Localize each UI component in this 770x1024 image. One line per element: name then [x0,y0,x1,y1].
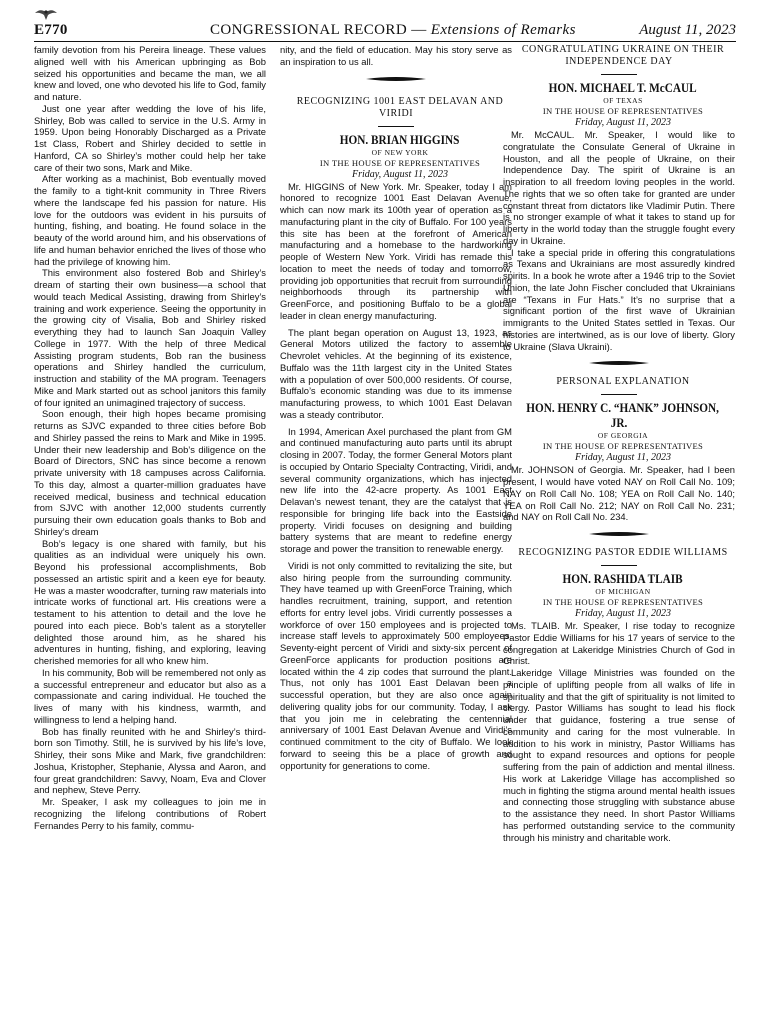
section-title: RECOGNIZING 1001 EAST DELAVAN AND VIRIDI [296,95,504,119]
section-separator-icon [589,360,649,366]
paragraph: Viridi is not only committed to revitalizing the site, but also hiring people from the surrounding community. They have teamed up with GreenForce Training, which handles recruitment, training, support, and retention efforts for entry level jobs. Viridi currently possesses a workforce of over 150 employees and is projected to increase staff levels to approximately 500 employees. Seventy-eight percent of Viridi and sixty-six percent of GreenForce applicants for production positions are located within the 4 zip codes that surround the plant. Thus, not only has 1001 East Delavan been a successful operation, but they are also once again delivering quality jobs for our community. Today, I ask that you join me in celebrating the centennial anniversary of 1001 East Delavan Avenue and Viridi’s continued commitment to the city of Buffalo. We look forward to seeing this be a place of growth and opportunity for generations to come. [280,559,512,771]
section-title: RECOGNIZING PASTOR EDDIE WILLIAMS [518,547,728,558]
paragraph: After working as a machinist, Bob eventually moved the family to a tight-knit community in Three Rivers where the landscape fed his passion for nature. His love for the outdoors was evident in his pursuits of hunting, fishing, and boating. He found solace in the beauty of the world around him, and his observations of life and human behavior enriched the lives of those who had the privilege of knowing him. [34,173,266,267]
eagle-seal-icon [34,7,58,21]
house-line: IN THE HOUSE OF REPRESENTATIVES [542,106,704,116]
paragraph: family devotion from his Pereira lineage. These values aligned well with his American upbringing as Bob seized his opportunities and became the man, we all knew and loved, one who devoted his life to God, family and nature. [34,44,266,102]
running-header [210,22,576,39]
section-name: Extensions of Remarks [430,22,576,38]
paragraph: Mr. McCAUL. Mr. Speaker, I would like to congratulate the Consulate General of Ukraine in Houston, and all the people of Ukraine, on their Independence Day. The spirit of Ukraine is an inspiration to all freedom loving peoples in the world. The rights that we so often take for granted are under constant threat from dictators like Vladimir Putin. There is no stronger example of what it takes to stand up for liberty in the world today than the struggle fought every day in Ukraine. [503,129,735,246]
member-name: HON. BRIAN HIGGINS [339,132,460,147]
paragraph: In 1994, American Axel purchased the plant from GM and continued manufacturing auto parts until its abrupt closing in 2007. Today, the former General Motors plant is occupied by Ontario Specialty Contracting, Viridi, and several community organizations, which has injected new life into the 42-acre property. As 1001 East Delavan’s newest tenant, they are the catalyst that is responsible for bringing life back into the Eastside property. Viridi focuses on designing and building battery systems that are meant to redefine energy storage and power the transition to renewable energy. [280,425,512,554]
member-name: HON. MICHAEL T. McCAUL [548,81,697,95]
remarks-date: Friday, August 11, 2023 [574,608,672,619]
column-3 [503,44,735,843]
member-state: OF MICHIGAN [595,587,651,596]
title-rule [378,126,414,127]
section-title: PERSONAL EXPLANATION [556,376,690,388]
column-1 [34,44,266,831]
house-line: IN THE HOUSE OF REPRESENTATIVES [542,597,704,607]
header-rule [34,41,736,42]
remarks-date: Friday, August 11, 2023 [574,117,672,128]
title-rule [601,394,637,395]
member-state: OF NEW YORK [371,147,429,157]
paragraph: The plant began operation on August 13, 1923, as General Motors utilized the factory to assemble Chevrolet vehicles. At the beginning of its existence, Buffalo was the 11th largest city in the United States with a population of over 500,000 residents. Of course, Buffalo’s economic standing was due to its immense manufacturing prowess, to which 1001 East Delavan was a steady contributor. [280,326,512,420]
remarks-date: Friday, August 11, 2023 [351,168,449,180]
page-number: E770 [34,22,68,38]
title-rule [601,74,637,75]
paragraph: Lakeridge Village Ministries was founded on the principle of uplifting people from all walks of life in spirituality and that the gift of spirituality is not limited to clergy. Pastor Williams has sought to lead his flock under that guidance, fostering a true sense of community and caring for the most vulnerable. In addition to his work in ministry, Pastor Williams has sought to expand resources and options for people suffering from the pain of addiction and mental illness. His work at Lakeridge Village has accomplished so much in fighting the stigma around mental health issues and connecting those struggling with substance abuse to the assistance they need. In short Pastor Williams has performed outstanding service to the community through his ministry and charitable work. [503,667,735,843]
member-state: OF GEORGIA [597,431,649,441]
paragraph: Soon enough, their high hopes became promising returns as SJVC expanded to three cities before Bob and Shirley passed the reins to Mark and Mike in 1995. Under their new leadership and Bob’s diligence on the Board of Directors, SNC has since become a renown private university with 18 campuses across California. To this day, almost a quarter-million graduates have received medical, business and technical education from SJVC with another 12,000 students currently pursuing their own education goals thanks to Bob and Shirley’s dream [34,408,266,537]
paragraph: Bob’s legacy is one shared with family, but his qualities as an individual were uniquely his own. Beyond his professional accomplishments, Bob possessed an artistic spirit and a keen eye for beauty. He was a master woodcrafter, turning raw materials into intricate works of functional art. His creations were a testament to his attention to detail and the love he poured into each piece. Bob’s talent as a storyteller delighted those around him, as he shared his adventures in hunting, fishing, and exploring, leaving cherished memories for all who knew him. [34,537,266,666]
paragraph: Bob has finally reunited with he and Shirley’s third-born son Timothy. Still, he is survived by his life’s love, Shirley, their sons Mike and Mark, five grandchildren: Joshua, Kristopher, Stephanie, Alyssa and Aaron, and four great grandchildren: Savvy, Noam, Eva and Clover and nephew, Steve Perry. [34,725,266,796]
member-name: HON. RASHIDA TLAIB [562,572,683,586]
title-rule [601,565,637,566]
paragraph: Ms. TLAIB. Mr. Speaker, I rise today to recognize Pastor Eddie Williams for his 17 years of service to the congregation at Lakeridge Ministries Church of God in Christ. [503,620,735,667]
paragraph: This environment also fostered Bob and Shirley’s dream of starting their own business—a school that would teach Medical Assisting, drawing from Shirley’s training and work experience. Seeing the opportunity in the growing city of Visalia, Bob and Shirley risked everything they had to launch San Joaquin Valley College in 1977. With the help of three Medical Assisting program students, Bob ran the business operations and Shirley handled the curriculum, instruction and stability of the MA program. Teenagers Mike and Mark started out as school janitors this family of four ignited an unimagined trajectory of success. [34,267,266,408]
remarks-date: Friday, August 11, 2023 [574,452,672,464]
publication-name: CONGRESSIONAL RECORD — [210,22,427,38]
paragraph: Mr. JOHNSON of Georgia. Mr. Speaker, had I been present, I would have voted NAY on Roll Call No. 109; NAY on Roll Call No. 108; YEA on Roll Call No. 140; YEA on Roll Call No. 212; NAY on Roll Call No. 231; and NAY on Roll Call No. 234. [503,464,735,523]
paragraph: nity, and the field of education. May his story serve as an inspiration to us all. [280,44,512,67]
paragraph: Mr. HIGGINS of New York. Mr. Speaker, today I am honored to recognize 1001 East Delavan Avenue, which can now mark its 100th year of operation as a manufacturing plant in the city of Buffalo. For 100 years this site has been at the forefront of American manufacturing and a homebase to the hardworking people of Western New York. Viridi has remade this location to meet the needs of today and tomorrow, providing job opportunities that recruit from surrounding neighborhoods through its partnership with GreenForce, and positioning Buffalo to be a global leader in clean energy manufacturing. [280,180,512,321]
section-separator-icon [589,531,649,537]
section-separator-icon [366,76,426,82]
paragraph: I take a special pride in offering this congratulations as Texans and Ukrainians are most assuredly kindred spirits. In a book he wrote after a 1946 trip to the Soviet Union, the late John Fischer concluded that Ukrainians are “Texans in Fur Hats.” It’s no surprise that a significant portion of the first wave of Ukrainian immigrants to the United States settled in Texas. Our histories are intertwined, as is our love of liberty. Glory to Ukraine (Slava Ukraini). [503,246,735,352]
house-line: IN THE HOUSE OF REPRESENTATIVES [319,157,481,168]
section-title: CONGRATULATING UKRAINE ON THEIR INDEPENDENCE DAY [521,44,725,67]
paragraph: In his community, Bob will be remembered not only as a successful entrepreneur and educator but also as a compassionate and caring individual. He touched the lives of many with his kindness, warmth, and willingness to lend a helping hand. [34,666,266,725]
paragraph: Just one year after wedding the love of his life, Shirley, Bob was called to service in the U.S. Army in 1959. Upon being Honorably Discharged as a Private 1st Class, Robert and Shirley decided to settle in Hanford, CA so Shirley’s mother could help her take care of their two sons, Mark and Mike. [34,102,266,173]
header-date: August 11, 2023 [639,22,736,38]
house-line: IN THE HOUSE OF REPRESENTATIVES [542,441,704,452]
member-state: OF TEXAS [603,96,643,105]
column-2 [280,44,512,771]
member-name: HON. HENRY C. “HANK” JOHNSON, JR. [526,401,719,431]
paragraph: Mr. Speaker, I ask my colleagues to join me in recognizing the lifelong contributions of Robert Fernandes Perry to his family, commu- [34,796,266,831]
